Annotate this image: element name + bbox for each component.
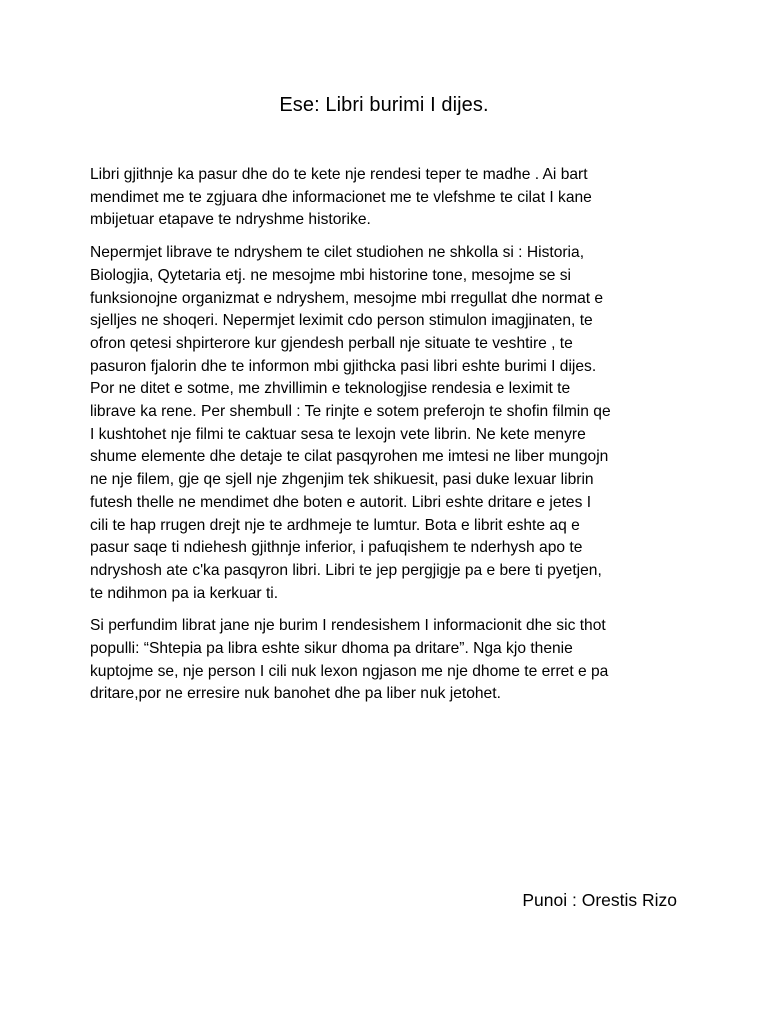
- paragraph-conclusion: Si perfundim librat jane nje burim I rendesishem I informacionit dhe sic thot populli: “Shtepia pa libra eshte sikur dhoma pa dritare”. Nga kjo thenie kuptojme se, nje person I cili nuk lexon ngjason me nje dhome te erret e pa dritare,por ne erresire nuk banohet dhe pa liber nuk jetohet.: [90, 617, 609, 703]
- author-signature: Punoi : Orestis Rizo: [522, 890, 677, 910]
- essay-title: Ese: Libri burimi I dijes.: [279, 94, 489, 116]
- paragraph-intro: Libri gjithnje ka pasur dhe do te kete nje rendesi teper te madhe . Ai bart mendimet me te zgjuara dhe informacionet me te vlefshme te cilat I kane mbijetuar etapave te ndryshme historike.: [90, 166, 592, 229]
- paragraph-main: Nepermjet librave te ndryshem te cilet studiohen ne shkolla si : Historia, Biologjia, Qytetaria etj. ne mesojme mbi historine tone, mesojme se si funksionojne organizmat e ndryshem, mesojme mbi rregullat dhe normat e sjelljes ne shoqeri. Nepermjet leximit cdo person stimulon imagjinaten, te ofron qetesi shpirterore kur gjendesh perball nje situate te veshtire , te pasuron fjalorin dhe te informon mbi gjithcka pasi libri eshte burimi I dijes. Por ne ditet e sotme, me zhvillimin e teknologjise rendesia e leximit te librave ka rene. Per shembull : Te rinjte e sotem preferojn te shofin filmin qe I kushtohet nje filmi te caktuar sesa te lexojn vete librin. Ne kete menyre shume elemente dhe detaje te cilat pasqyrohen me imtesi ne liber mungojn ne nje filem, gje qe sjell nje zhgenjim tek shikuesit, pasi duke lexuar librin futesh thelle ne mendimet dhe boten e autorit. Libri eshte dritare e jetes I cili te hap rrugen drejt nje te ardhmeje te lumtur. Bota e librit eshte aq e pasur saqe ti ndiehesh gjithnje inferior, i pafuqishem te nderhysh apo te ndryshosh ate c'ka pasqyron libri. Libri te jep pergjigje pa e bere ti pyetjen, te ndihmon pa ia kerkuar ti.: [90, 244, 611, 602]
- essay-body: [90, 164, 690, 716]
